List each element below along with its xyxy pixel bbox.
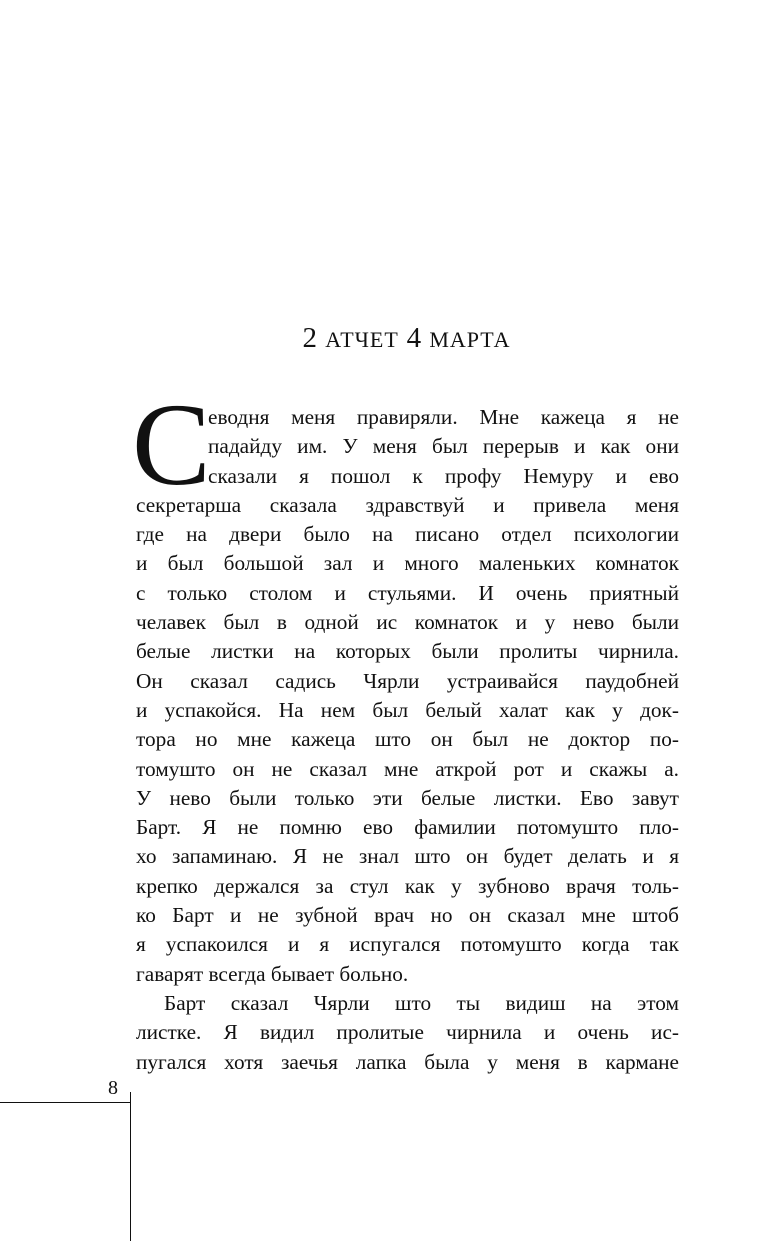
text-line: еводня меня правиряли. Мне кажеца я не — [208, 405, 679, 429]
text-line: У нево были только эти белые листки. Ево завут — [136, 785, 679, 810]
chapter-month: МАРТА — [429, 327, 511, 352]
text-line: челавек был в одной ис комнаток и у нево были — [136, 610, 679, 635]
text-line: ко Барт и не зубной врач но он сказал мне штоб — [136, 903, 679, 928]
drop-cap: С — [132, 379, 211, 510]
corner-rule-vertical — [130, 1092, 131, 1241]
chapter-date-number: 4 — [406, 322, 422, 354]
text-line: тора но мне кажеца што он был не доктор по- — [136, 727, 679, 752]
chapter-word: АТЧЕТ — [325, 327, 399, 352]
text-line: белые листки на которых были пролиты чирнила. — [136, 639, 679, 664]
text-line: листке. Я видил пролитые чирнила и очень ис- — [136, 1020, 679, 1045]
text-line: падайду им. У меня был перерыв и как они — [208, 434, 679, 459]
text-line: Барт. Я не помню ево фамилии потомушто пло- — [136, 815, 679, 840]
body-text — [132, 379, 679, 1077]
text-line: и успакойся. На нем был белый халат как у док- — [136, 697, 679, 722]
text-line: и был большой зал и много маленьких комнаток — [136, 551, 679, 576]
text-line: где на двери было на писано отдел психологии — [136, 522, 679, 547]
text-line: секретарша сказала здравствуй и привела меня — [136, 492, 679, 517]
text-line: Он сказал садись Чярли устраивайся паудобней — [136, 668, 679, 693]
page-number: 8 — [108, 1077, 118, 1099]
paragraph-1 — [132, 379, 679, 989]
chapter-title — [0, 322, 768, 355]
paragraph-2 — [136, 989, 679, 1077]
corner-rule-horizontal — [0, 1102, 131, 1103]
text-line: я успакоился и я испугался потомушто когда так — [136, 932, 679, 957]
text-line: Барт сказал Чярли што ты видиш на этом — [164, 990, 679, 1015]
text-line: пугался хотя заечья лапка была у меня в кармане — [136, 1049, 679, 1074]
text-line: с только столом и стульями. И очень приятный — [136, 580, 679, 605]
text-line: томушто он не сказал мне аткрой рот и скажы а. — [136, 756, 679, 781]
text-line: гаварят всегда бывает больно. — [136, 961, 409, 986]
text-line: крепко держался за стул как у зубново врачя толь- — [136, 873, 679, 898]
chapter-number: 2 — [302, 322, 318, 354]
text-line: хо запаминаю. Я не знал што он будет делать и я — [136, 844, 679, 869]
text-line: сказали я пошол к профу Немуру и ево — [208, 463, 679, 488]
